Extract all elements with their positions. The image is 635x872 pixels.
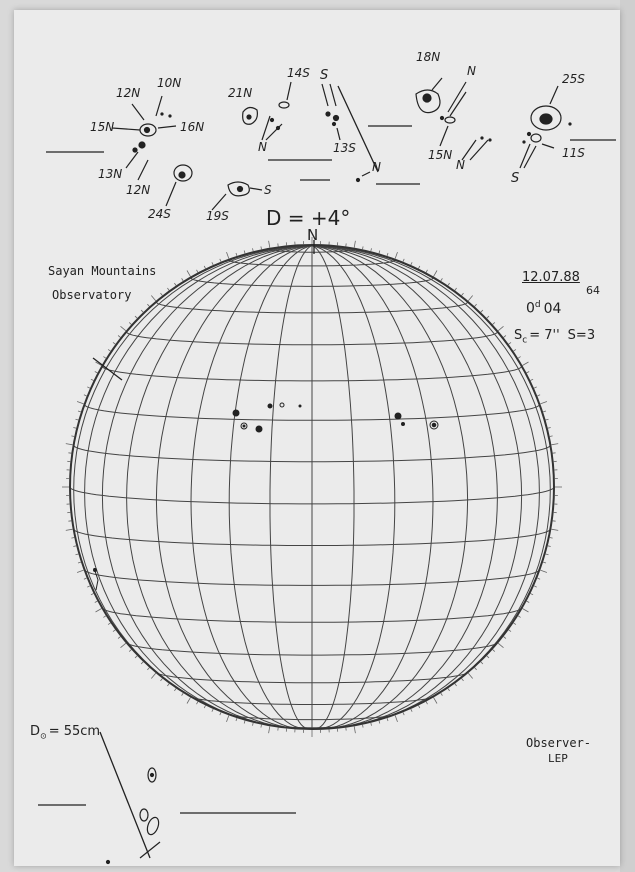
limb-tick <box>77 570 84 572</box>
observation-date-suffix: 64 <box>586 284 600 297</box>
grid-line <box>270 246 312 729</box>
group-label: 14S <box>287 66 310 80</box>
limb-tick <box>103 357 106 359</box>
limb-tick <box>455 288 457 290</box>
limb-tick <box>76 554 79 555</box>
limb-tick <box>434 697 438 703</box>
sunspots-on-disk <box>94 403 439 590</box>
limb-tick <box>182 278 184 281</box>
limb-tick <box>135 316 137 318</box>
group-label: 21N <box>228 86 253 100</box>
group-label: 24S <box>148 207 171 221</box>
limb-tick <box>129 650 131 652</box>
group-label: S <box>511 171 520 186</box>
limb-tick <box>550 538 553 539</box>
limb-tick <box>419 266 420 269</box>
limb-tick <box>212 262 213 265</box>
limb-tick <box>113 630 115 632</box>
limb-tick <box>253 248 254 251</box>
limb-tick <box>141 662 143 664</box>
limb-tick <box>509 342 511 344</box>
limb-tick <box>161 293 163 295</box>
limb-tick <box>455 684 457 686</box>
limb-tick <box>66 444 73 445</box>
limb-tick <box>448 283 450 285</box>
limb-tick <box>498 643 503 648</box>
limb-tick <box>95 372 98 373</box>
limb-tick <box>135 656 137 658</box>
limb-tick <box>236 253 237 256</box>
limb-tick <box>550 436 553 437</box>
limb-tick <box>91 379 94 380</box>
limb-tick <box>87 387 90 388</box>
limb-tick <box>540 570 547 572</box>
limb-tick <box>530 594 533 595</box>
limb-tick <box>227 252 229 259</box>
limb-tick <box>448 689 450 691</box>
limb-tick <box>468 296 473 301</box>
limb-tick <box>174 283 176 285</box>
limb-tick <box>419 705 420 708</box>
limb-tick <box>379 251 380 254</box>
limb-tick <box>212 709 213 712</box>
limb-tick <box>363 725 364 728</box>
limb-tick <box>481 310 483 312</box>
limb-tick <box>518 357 521 359</box>
observation-date: 12.07.88 <box>522 270 580 285</box>
limb-tick <box>363 246 364 249</box>
grid-line <box>229 246 312 729</box>
observatory-name-2: Observatory <box>52 288 132 302</box>
limb-tick <box>261 725 262 728</box>
limb-tick <box>187 697 191 703</box>
limb-tick <box>534 586 537 587</box>
limb-tick <box>108 349 110 351</box>
group-label: 12N <box>126 183 151 197</box>
sunspot-sketch-left <box>112 96 192 206</box>
limb-tick <box>522 362 528 366</box>
limb-tick <box>244 721 245 724</box>
limb-tick <box>527 372 530 373</box>
group-label: 13N <box>98 167 123 181</box>
group-label: 15N <box>90 120 115 134</box>
group-label: 11S <box>562 146 585 160</box>
observation-time: 0$^d$ 04 <box>526 300 562 317</box>
limb-tick <box>71 538 74 539</box>
limb-tick <box>129 322 131 324</box>
limb-tick <box>151 296 156 301</box>
limb-tick <box>371 723 372 726</box>
limb-tick <box>167 684 169 686</box>
limb-tick <box>253 723 254 726</box>
limb-tick <box>403 712 404 715</box>
limb-tick <box>527 601 530 602</box>
grid-line <box>74 246 312 709</box>
limb-tick <box>441 278 443 281</box>
limb-tick <box>151 673 156 678</box>
limb-tick <box>504 637 506 639</box>
limb-tick <box>481 662 483 664</box>
limb-tick <box>77 402 84 404</box>
limb-tick <box>269 241 270 248</box>
limb-tick <box>220 259 221 262</box>
limb-tick <box>441 693 443 696</box>
limb-tick <box>411 262 412 265</box>
limb-tick <box>147 304 149 306</box>
limb-tick <box>84 395 87 396</box>
limb-tick <box>475 304 477 306</box>
limb-tick <box>73 546 76 547</box>
limb-tick <box>518 616 521 618</box>
limb-tick <box>534 387 537 388</box>
limb-tick <box>468 673 473 678</box>
limb-tick <box>236 718 237 721</box>
limb-tick <box>118 637 120 639</box>
grid-line <box>312 246 354 729</box>
limb-tick <box>514 349 516 351</box>
limb-tick <box>78 411 81 412</box>
limb-tick <box>269 726 270 733</box>
limb-tick <box>379 721 380 724</box>
telescope-diameter: $D_⊙ = 55cm$ <box>30 724 101 741</box>
limb-tick <box>387 253 388 256</box>
group-label: 13S <box>333 141 356 155</box>
limb-tick <box>354 726 355 733</box>
limb-tick <box>71 436 74 437</box>
limb-tick <box>530 379 533 380</box>
limb-tick <box>537 578 540 579</box>
limb-tick <box>66 529 73 530</box>
position-angle-title: D = +4° <box>266 206 351 230</box>
limb-tick <box>403 259 404 262</box>
group-label: 10N <box>157 76 182 90</box>
grid-line <box>312 246 395 729</box>
limb-tick <box>548 428 551 429</box>
group-label: 16N <box>180 120 205 134</box>
limb-tick <box>121 643 126 648</box>
limb-tick <box>95 601 98 602</box>
group-label: S <box>320 68 329 83</box>
group-label: 12N <box>116 86 141 100</box>
limb-tick <box>426 702 427 705</box>
limb-tick <box>434 271 438 277</box>
limb-tick <box>118 336 120 338</box>
observer-label: Observer- <box>526 736 592 750</box>
limb-tick <box>475 668 477 670</box>
limb-tick <box>548 546 551 547</box>
limb-tick <box>504 336 506 338</box>
limb-tick <box>174 689 176 691</box>
observer-name: LEP <box>548 752 568 765</box>
limb-tick <box>493 322 495 324</box>
limb-tick <box>509 630 511 632</box>
group-label: 15N <box>428 148 453 162</box>
limb-tick <box>78 562 81 563</box>
limb-tick <box>462 293 464 295</box>
seeing-value: $S_c = 7''$ S=3 <box>514 328 596 346</box>
limb-tick <box>227 715 229 722</box>
limb-tick <box>141 310 143 312</box>
limb-tick <box>462 679 464 681</box>
limb-tick <box>395 715 397 722</box>
limb-tick <box>387 718 388 721</box>
grid-line <box>312 246 468 729</box>
group-label: N <box>467 64 476 78</box>
limb-tick <box>498 326 503 331</box>
limb-tick <box>543 411 546 412</box>
limb-tick <box>197 270 198 273</box>
group-label: 19S <box>206 209 229 223</box>
limb-tick <box>147 668 149 670</box>
grid-line <box>156 246 312 729</box>
limb-tick <box>487 316 489 318</box>
limb-tick <box>487 656 489 658</box>
limb-tick <box>411 709 412 712</box>
grid-line <box>312 246 433 729</box>
grid-line <box>191 246 312 729</box>
limb-tick <box>395 252 397 259</box>
grid-line <box>312 246 550 709</box>
limb-tick <box>522 609 528 613</box>
limb-tick <box>167 288 169 290</box>
group-label: S <box>264 183 272 197</box>
limb-tick <box>96 609 102 613</box>
limb-tick <box>371 248 372 251</box>
group-label: N <box>258 140 267 154</box>
limb-tick <box>426 270 427 273</box>
observatory-name: Sayan Mountains <box>48 264 157 278</box>
north-marker: N <box>307 226 319 244</box>
limb-tick <box>73 428 76 429</box>
limb-tick <box>204 705 205 708</box>
limb-tick <box>551 444 558 445</box>
limb-tick <box>121 326 126 331</box>
limb-tick <box>182 693 184 696</box>
limb-tick <box>108 623 110 625</box>
limb-tick <box>244 251 245 254</box>
limb-tick <box>543 562 546 563</box>
limb-tick <box>103 616 106 618</box>
limb-tick <box>551 529 558 530</box>
limb-tick <box>546 419 549 420</box>
limb-tick <box>197 702 198 705</box>
limb-tick <box>187 271 191 277</box>
limb-tick <box>514 623 516 625</box>
limb-tick <box>91 594 94 595</box>
limb-tick <box>354 241 355 248</box>
limb-tick <box>161 679 163 681</box>
limb-tick <box>546 554 549 555</box>
limb-tick <box>540 402 547 404</box>
limb-tick <box>220 712 221 715</box>
limb-tick <box>537 395 540 396</box>
group-label: 25S <box>562 72 585 86</box>
limb-tick <box>204 266 205 269</box>
group-label: N <box>372 160 381 174</box>
limb-tick <box>493 650 495 652</box>
limb-tick <box>113 342 115 344</box>
limb-tick <box>76 419 79 420</box>
group-label: 18N <box>416 50 441 64</box>
limb-tick <box>84 578 87 579</box>
limb-tick <box>87 586 90 587</box>
group-label: N <box>456 158 465 172</box>
limb-tick <box>261 246 262 249</box>
